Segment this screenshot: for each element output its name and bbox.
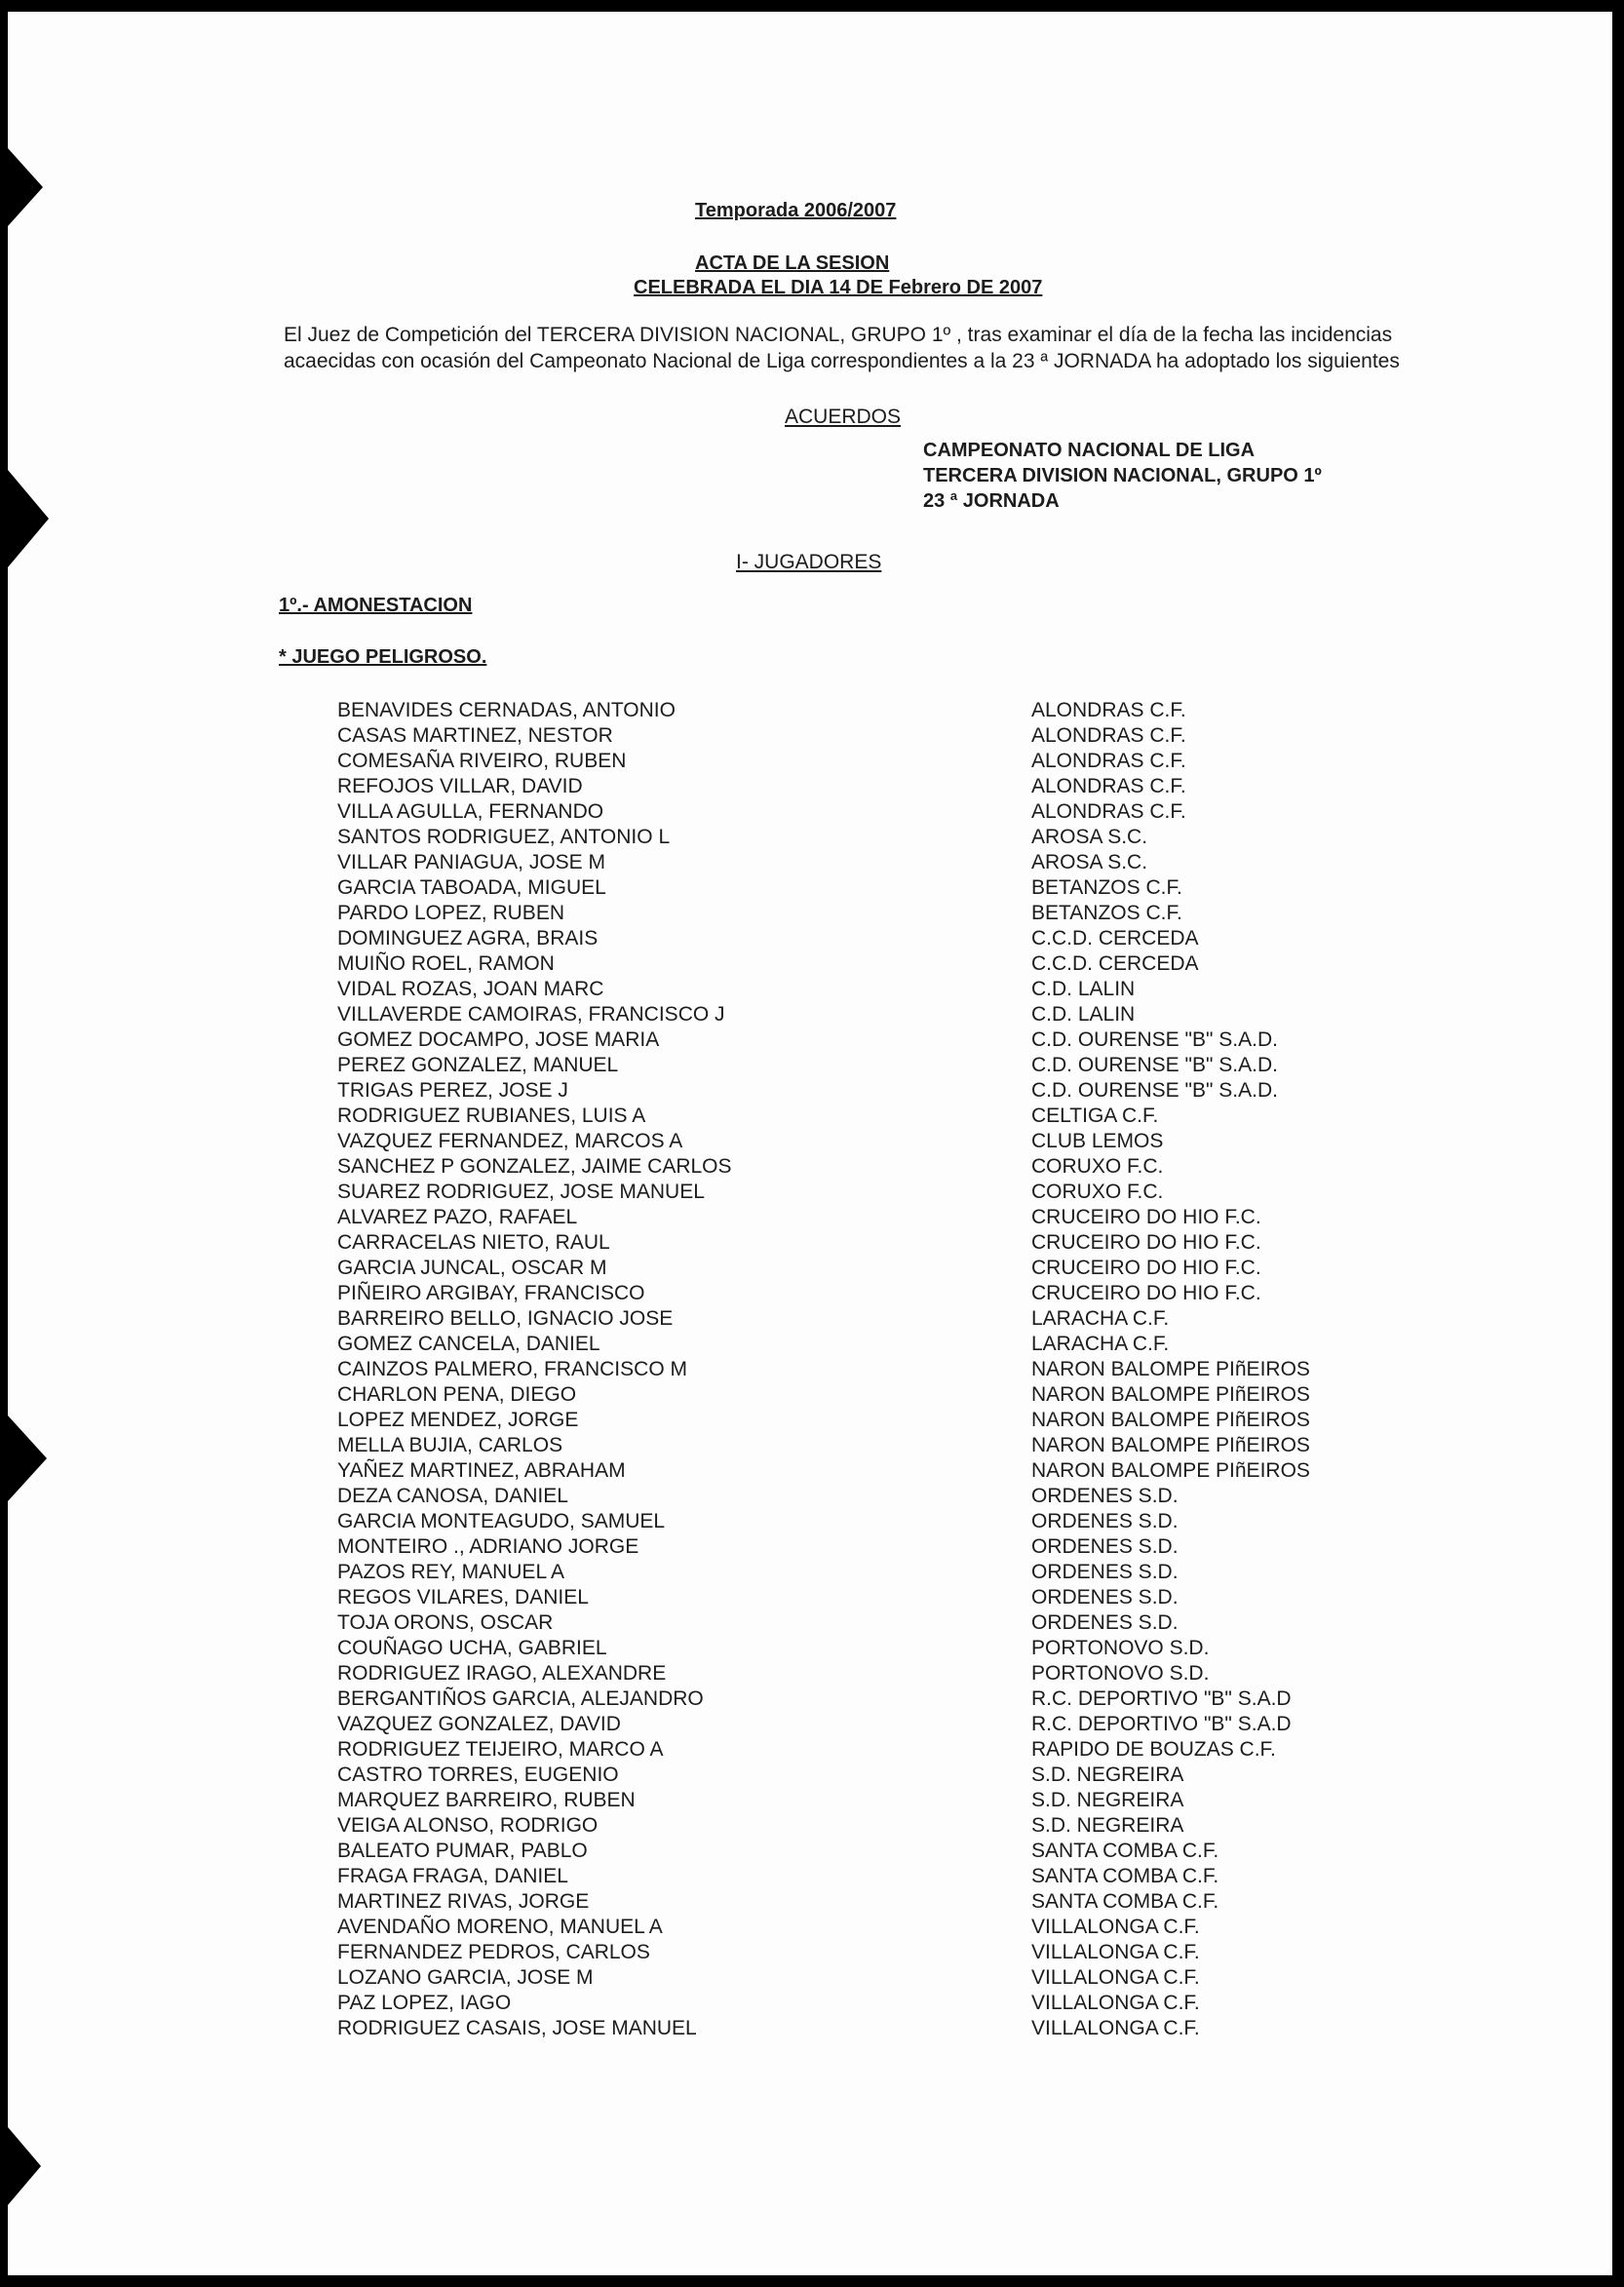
club-name: ORDENES S.D.	[1031, 1586, 1179, 1609]
club-name: C.D. OURENSE "B" S.A.D.	[1031, 1028, 1278, 1051]
club-name: SANTA COMBA C.F.	[1031, 1890, 1219, 1913]
players-list	[337, 698, 825, 2041]
player-name: CHARLON PENA, DIEGO	[337, 1383, 577, 1406]
player-name: VIDAL ROZAS, JOAN MARC	[337, 978, 604, 1000]
club-name: NARON BALOMPE PIñEIROS	[1031, 1409, 1310, 1431]
player-name: SUAREZ RODRIGUEZ, JOSE MANUEL	[337, 1181, 705, 1203]
club-name: C.D. LALIN	[1031, 978, 1136, 1000]
player-name: COUÑAGO UCHA, GABRIEL	[337, 1637, 607, 1659]
player-name: CARRACELAS NIETO, RAUL	[337, 1231, 610, 1254]
category-heading: * JUEGO PELIGROSO.	[279, 646, 487, 668]
club-name: CRUCEIRO DO HIO F.C.	[1031, 1257, 1261, 1279]
player-name: GOMEZ CANCELA, DANIEL	[337, 1333, 600, 1355]
club-name: NARON BALOMPE PIñEIROS	[1031, 1358, 1310, 1380]
club-name: CRUCEIRO DO HIO F.C.	[1031, 1231, 1261, 1254]
club-name: VILLALONGA C.F.	[1031, 1966, 1200, 1989]
intro-line: acaecidas con ocasión del Campeonato Nacional de Liga correspondientes a la 23 ª JORNADA ha adoptado los siguientes	[284, 350, 1400, 372]
player-name: CASAS MARTINEZ, NESTOR	[337, 724, 613, 747]
player-name: PAZ LOPEZ, IAGO	[337, 1992, 512, 2014]
club-name: ALONDRAS C.F.	[1031, 750, 1186, 772]
club-name: SANTA COMBA C.F.	[1031, 1865, 1219, 1887]
club-name: NARON BALOMPE PIñEIROS	[1031, 1459, 1310, 1482]
club-name: AROSA S.C.	[1031, 851, 1148, 873]
player-name: LOPEZ MENDEZ, JORGE	[337, 1409, 579, 1431]
player-name: VEIGA ALONSO, RODRIGO	[337, 1814, 599, 1837]
club-name: S.D. NEGREIRA	[1031, 1789, 1184, 1811]
player-name: VAZQUEZ FERNANDEZ, MARCOS A	[337, 1130, 683, 1152]
player-name: REGOS VILARES, DANIEL	[337, 1586, 589, 1609]
club-name: R.C. DEPORTIVO "B" S.A.D	[1031, 1687, 1292, 1710]
intro-paragraph	[284, 322, 1400, 374]
club-name: CORUXO F.C.	[1031, 1155, 1164, 1178]
player-name: VILLAVERDE CAMOIRAS, FRANCISCO J	[337, 1003, 725, 1026]
player-name: LOZANO GARCIA, JOSE M	[337, 1966, 594, 1989]
club-name: CELTIGA C.F.	[1031, 1105, 1159, 1127]
competition-division: TERCERA DIVISION NACIONAL, GRUPO 1º	[923, 465, 1322, 486]
club-name: VILLALONGA C.F.	[1031, 1941, 1200, 1963]
player-name: CAINZOS PALMERO, FRANCISCO M	[337, 1358, 687, 1380]
player-name: PEREZ GONZALEZ, MANUEL	[337, 1054, 619, 1076]
club-name: R.C. DEPORTIVO "B" S.A.D	[1031, 1713, 1292, 1735]
player-name: RODRIGUEZ TEIJEIRO, MARCO A	[337, 1738, 664, 1761]
document-page	[8, 12, 1612, 2275]
player-name: GARCIA MONTEAGUDO, SAMUEL	[337, 1510, 666, 1532]
torn-edge	[8, 148, 43, 226]
player-name: TRIGAS PEREZ, JOSE J	[337, 1079, 568, 1102]
player-name: FRAGA FRAGA, DANIEL	[337, 1865, 568, 1887]
player-name: PIÑEIRO ARGIBAY, FRANCISCO	[337, 1282, 645, 1304]
club-name: LARACHA C.F.	[1031, 1333, 1170, 1355]
player-name: DEZA CANOSA, DANIEL	[337, 1485, 568, 1507]
player-name: GARCIA TABOADA, MIGUEL	[337, 876, 606, 899]
club-name: BETANZOS C.F.	[1031, 902, 1182, 924]
club-name: ORDENES S.D.	[1031, 1510, 1179, 1532]
club-name: VILLALONGA C.F.	[1031, 2017, 1200, 2039]
club-name: SANTA COMBA C.F.	[1031, 1840, 1219, 1862]
player-name: MELLA BUJIA, CARLOS	[337, 1434, 563, 1456]
clubs-list	[1031, 698, 1382, 2041]
acuerdos-heading: ACUERDOS	[785, 406, 902, 428]
subsection-heading: 1º.- AMONESTACION	[279, 595, 473, 616]
club-name: ALONDRAS C.F.	[1031, 699, 1186, 721]
player-name: BARREIRO BELLO, IGNACIO JOSE	[337, 1307, 674, 1330]
player-name: MONTEIRO ., ADRIANO JORGE	[337, 1535, 639, 1558]
torn-edge	[8, 2127, 41, 2205]
player-name: CASTRO TORRES, EUGENIO	[337, 1764, 619, 1786]
player-name: GARCIA JUNCAL, OSCAR M	[337, 1257, 607, 1279]
club-name: C.D. OURENSE "B" S.A.D.	[1031, 1079, 1278, 1102]
player-name: AVENDAÑO MORENO, MANUEL A	[337, 1916, 663, 1938]
club-name: C.D. LALIN	[1031, 1003, 1136, 1026]
player-name: SANCHEZ P GONZALEZ, JAIME CARLOS	[337, 1155, 732, 1178]
club-name: ALONDRAS C.F.	[1031, 775, 1186, 797]
player-name: BALEATO PUMAR, PABLO	[337, 1840, 588, 1862]
player-name: RODRIGUEZ CASAIS, JOSE MANUEL	[337, 2017, 697, 2039]
session-date: CELEBRADA EL DIA 14 DE Febrero DE 2007	[634, 277, 1043, 298]
club-name: BETANZOS C.F.	[1031, 876, 1182, 899]
player-name: TOJA ORONS, OSCAR	[337, 1611, 554, 1634]
club-name: S.D. NEGREIRA	[1031, 1814, 1184, 1837]
torn-edge	[8, 1415, 47, 1501]
club-name: CRUCEIRO DO HIO F.C.	[1031, 1282, 1261, 1304]
club-name: C.C.D. CERCEDA	[1031, 952, 1199, 975]
player-name: VILLA AGULLA, FERNANDO	[337, 800, 604, 823]
competition-round: 23 ª JORNADA	[923, 490, 1060, 512]
player-name: VAZQUEZ GONZALEZ, DAVID	[337, 1713, 621, 1735]
club-name: CRUCEIRO DO HIO F.C.	[1031, 1206, 1261, 1228]
club-name: PORTONOVO S.D.	[1031, 1662, 1210, 1685]
player-name: DOMINGUEZ AGRA, BRAIS	[337, 927, 599, 950]
club-name: ORDENES S.D.	[1031, 1535, 1179, 1558]
intro-line: El Juez de Competición del TERCERA DIVISION NACIONAL, GRUPO 1º , tras examinar el día de la fecha las incidencias	[284, 324, 1393, 346]
club-name: ALONDRAS C.F.	[1031, 724, 1186, 747]
club-name: VILLALONGA C.F.	[1031, 1916, 1200, 1938]
section-heading: I- JUGADORES	[736, 551, 882, 573]
player-name: VILLAR PANIAGUA, JOSE M	[337, 851, 606, 873]
club-name: ORDENES S.D.	[1031, 1611, 1179, 1634]
player-name: BENAVIDES CERNADAS, ANTONIO	[337, 699, 676, 721]
player-name: PARDO LOPEZ, RUBEN	[337, 902, 564, 924]
player-name: MARQUEZ BARREIRO, RUBEN	[337, 1789, 636, 1811]
club-name: NARON BALOMPE PIñEIROS	[1031, 1434, 1310, 1456]
club-name: C.D. OURENSE "B" S.A.D.	[1031, 1054, 1278, 1076]
player-name: PAZOS REY, MANUEL A	[337, 1561, 565, 1583]
club-name: LARACHA C.F.	[1031, 1307, 1170, 1330]
player-name: RODRIGUEZ IRAGO, ALEXANDRE	[337, 1662, 667, 1685]
player-name: RODRIGUEZ RUBIANES, LUIS A	[337, 1105, 646, 1127]
club-name: S.D. NEGREIRA	[1031, 1764, 1184, 1786]
player-name: FERNANDEZ PEDROS, CARLOS	[337, 1941, 650, 1963]
player-name: REFOJOS VILLAR, DAVID	[337, 775, 583, 797]
club-name: NARON BALOMPE PIñEIROS	[1031, 1383, 1310, 1406]
competition-name: CAMPEONATO NACIONAL DE LIGA	[923, 440, 1256, 461]
torn-edge	[8, 470, 49, 567]
season-title: Temporada 2006/2007	[695, 200, 897, 221]
competition-block	[923, 438, 1322, 514]
player-name: MARTINEZ RIVAS, JORGE	[337, 1890, 590, 1913]
club-name: C.C.D. CERCEDA	[1031, 927, 1199, 950]
club-name: ORDENES S.D.	[1031, 1561, 1179, 1583]
player-name: ALVAREZ PAZO, RAFAEL	[337, 1206, 578, 1228]
player-name: YAÑEZ MARTINEZ, ABRAHAM	[337, 1459, 626, 1482]
club-name: ORDENES S.D.	[1031, 1485, 1179, 1507]
club-name: AROSA S.C.	[1031, 826, 1148, 848]
player-name: BERGANTIÑOS GARCIA, ALEJANDRO	[337, 1687, 704, 1710]
player-name: MUIÑO ROEL, RAMON	[337, 952, 555, 975]
club-name: CORUXO F.C.	[1031, 1181, 1164, 1203]
club-name: VILLALONGA C.F.	[1031, 1992, 1200, 2014]
club-name: ALONDRAS C.F.	[1031, 800, 1186, 823]
club-name: PORTONOVO S.D.	[1031, 1637, 1210, 1659]
player-name: SANTOS RODRIGUEZ, ANTONIO L	[337, 826, 671, 848]
club-name: CLUB LEMOS	[1031, 1130, 1164, 1152]
player-name: GOMEZ DOCAMPO, JOSE MARIA	[337, 1028, 660, 1051]
club-name: RAPIDO DE BOUZAS C.F.	[1031, 1738, 1276, 1761]
player-name: COMESAÑA RIVEIRO, RUBEN	[337, 750, 627, 772]
acta-title: ACTA DE LA SESION	[695, 252, 890, 274]
